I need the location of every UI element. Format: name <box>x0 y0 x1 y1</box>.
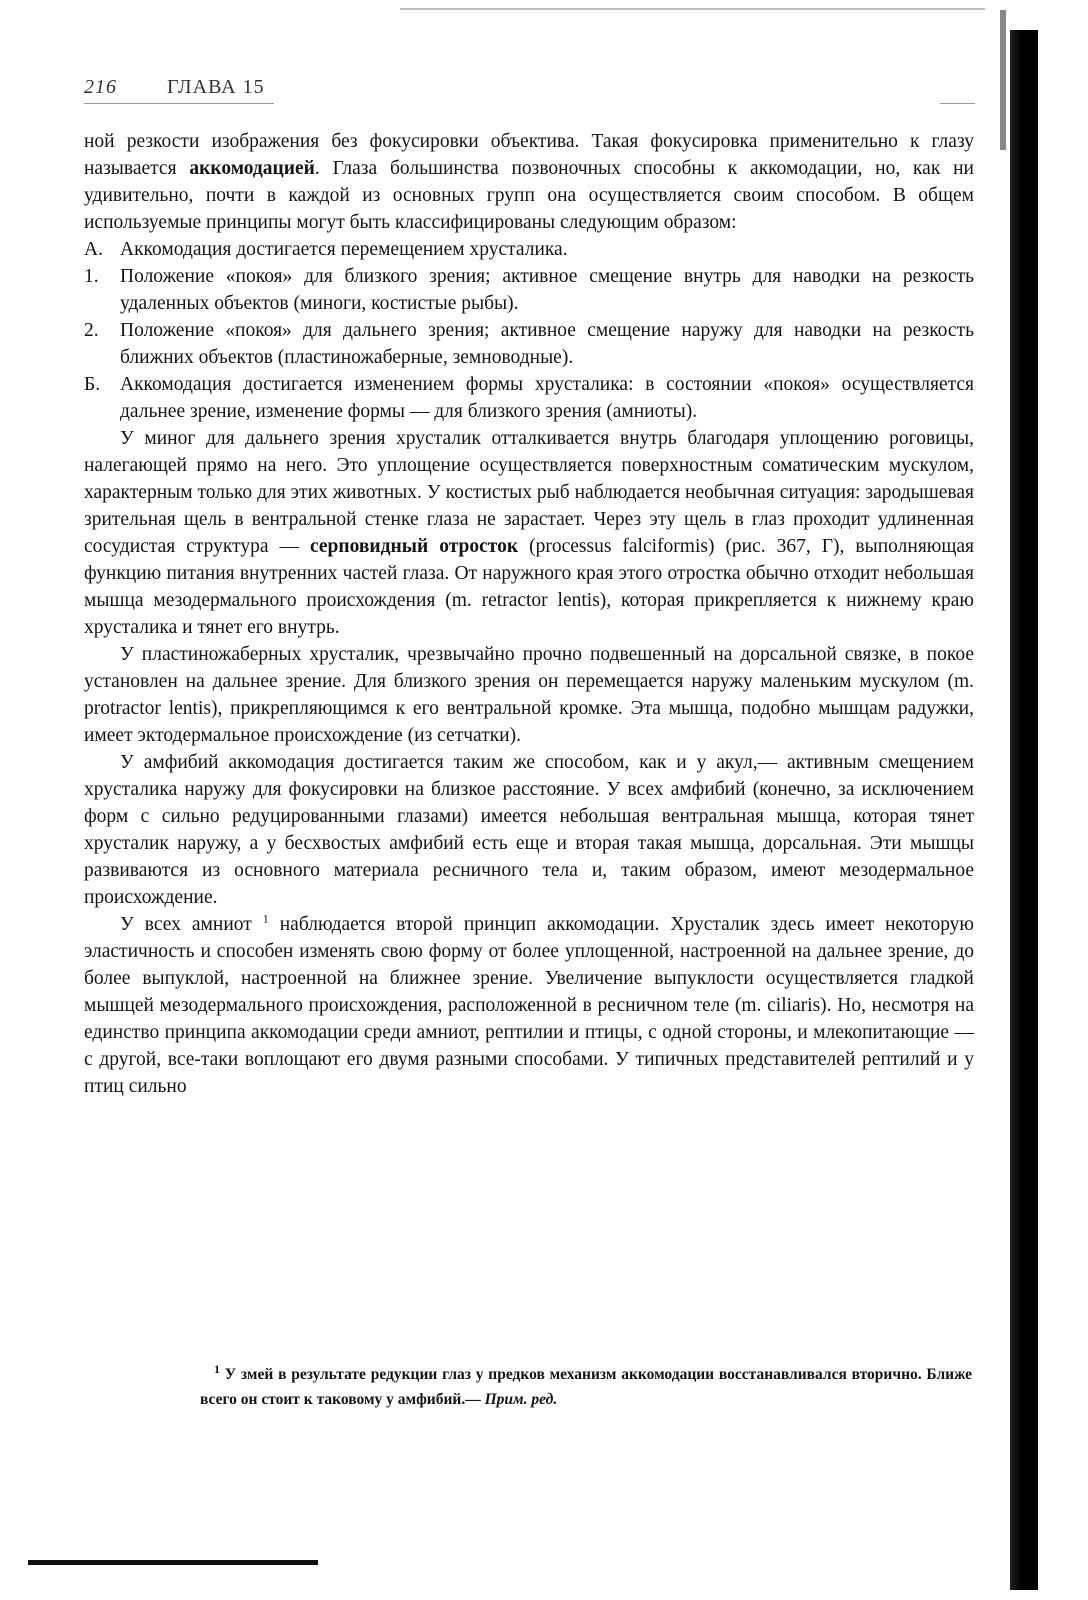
paragraph-lampreys: У миног для дальнего зрения хрусталик отталкивается внутрь благодаря уплощению роговицы, налегающей прямо на него. Это уплощение осуществляется поверхностным соматическим мускулом, характерным только для этих животных. У костистых рыб наблюдается необычная ситуация: зародышевая зрительная щель в вентральной стенке глаза не зарастает. Через эту щель в глаз проходит удлиненная сосудистая структура — серповидный отросток (processus falciformis) (рис. 367, Г), выполняющая функцию питания внутренних частей глаза. От наружного края этого отростка обычно отходит небольшая мышца мезодермального происхождения (m. retractor lentis), которая прикрепляется к нижнему краю хрусталика и тянет его внутрь. <box>84 428 974 638</box>
editor-note: Прим. ред. <box>484 1391 558 1408</box>
paragraph-elasmobranchs: У пластиножаберных хрусталик, чрезвычайно прочно подвешенный на дорсальной связке, в покое установлен на дальнее зрение. Для близкого зрения он перемещается наружу маленьким мускулом (m. protractor lentis), прикрепляющимся к его вентральной кромке. Эта мышца, подобно мышцам радужки, имеет эктодермальное происхождение (из сетчатки). <box>84 644 974 746</box>
running-title: ГЛАВА 15 <box>167 76 265 98</box>
scan-edge-top <box>400 8 985 10</box>
footnote-mark: 1 <box>214 1361 220 1376</box>
term-accommodation: аккомодацией <box>189 158 315 179</box>
paragraph-amphibians: У амфибий аккомодация достигается таким же способом, как и у акул,— активным смещением хрусталика наружу для фокусировки на близкое расстояние. У всех амфибий (конечно, за исключением форм с сильно редуцированными глазами) имеется небольшая вентральная мышца, которая тянет хрусталик наружу, а у бесхвостых амфибий есть еще и вторая такая мышца, дорсальная. Эти мышцы развиваются из основного материала ресничного тела и, таким образом, имеют мезодермальное происхождение. <box>84 752 974 908</box>
term-falciform-process: серповидный отросток <box>310 536 519 557</box>
footnote-reference[interactable]: 1 <box>262 911 269 926</box>
list-marker: 2. <box>84 320 99 341</box>
paragraph-amniotes: У всех амниот $^1$ наблюдается второй принцип аккомодации. Хрусталик здесь имеет некоторую эластичность и способен изменять свою форму от более уплощенной, настроенной на дальнее зрение, до более выпуклой, настроенной на ближнее зрение. Увеличение выпуклости осуществляется гладкой мышцей мезодермального происхождения, расположенной в ресничном теле (m. ciliaris). Но, несмотря на единство принципа аккомодации среди амниот, рептилии и птицы, с одной стороны, и млекопитающие — с другой, все-таки воплощают его двумя разными способами. У типичных представителей рептилий и у птиц сильно <box>84 911 975 1097</box>
body-text <box>84 128 974 1100</box>
list-marker: 1. <box>84 266 99 287</box>
page-number: 216 <box>84 76 117 98</box>
footnote: $^1$ У змей в результате редукции глаз у предков механизм аккомодации восстанавливался вторично. Ближе всего он стоит к таковому у амфибий.— Прим. ред. <box>200 1361 973 1408</box>
list-marker: А. <box>84 239 103 260</box>
header-rule-right <box>940 103 975 104</box>
list-item-b: Б. Аккомодация достигается изменением формы хрусталика: в состоянии «покоя» осуществляется дальнее зрение, изменение формы — для близкого зрения (амниоты). <box>84 371 974 425</box>
scan-edge-right-thin <box>1000 10 1006 150</box>
scan-edge-right <box>1010 30 1038 1590</box>
list-item-a: А. Аккомодация достигается перемещением хрусталика. <box>84 236 974 263</box>
intro-paragraph: ной резкости изображения без фокусировки объектива. Такая фокусировка применительно к глазу называется аккомодацией. Глаза большинства позвоночных способны к аккомодации, но, как ни удивительно, почти в каждой из основных групп она осуществляется своим способом. В общем используемые принципы могут быть классифицированы следующим образом: <box>84 131 974 233</box>
list-item-a2: 2. Положение «покоя» для дальнего зрения; активное смещение наружу для наводки на резкость ближних объектов (пластиножаберные, земноводные). <box>84 317 974 371</box>
running-header <box>84 76 265 99</box>
scan-edge-bottom <box>28 1560 318 1565</box>
list-marker: Б. <box>84 374 101 395</box>
header-rule <box>84 103 274 104</box>
list-item-a1: 1. Положение «покоя» для близкого зрения; активное смещение внутрь для наводки на резкость удаленных объектов (миноги, костистые рыбы). <box>84 263 974 317</box>
